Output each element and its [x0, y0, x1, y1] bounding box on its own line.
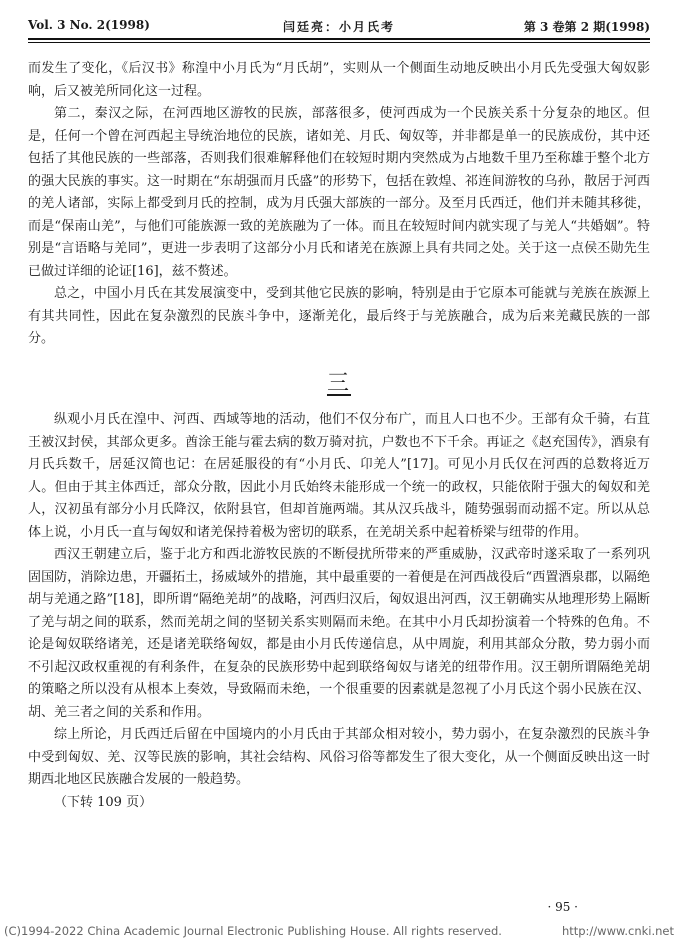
paragraph-1: 而发生了变化，《后汉书》称湟中小月氏为“月氏胡”，实则从一个侧面生动地反映出小月氏先受强大匈奴影响，后又被羌所同化这一过程。	[28, 61, 650, 99]
paragraph-3: 总之，中国小月氏在其发展演变中，受到其他它民族的影响，特别是由于它原本可能就与羌族在族源上有其共同性，因此在复杂激烈的民族斗争中，逐渐羌化，最后终于与羌族融合，成为后来羌藏民族的一部分。	[28, 286, 650, 346]
continued-note: （下转 109 页）	[54, 794, 153, 810]
article-body	[28, 58, 650, 814]
section-heading-three: 三	[326, 370, 351, 396]
running-header	[28, 14, 650, 40]
header-article-title: 闫廷亮：小月氏考	[282, 20, 395, 34]
paragraph-4: 纵观小月氏在湟中、河西、西域等地的活动，他们不仅分布广，而且人口也不少。王部有众千骑，右苴王被汉封侯，其部众更多。酋涂王能与霍去病的数万骑对抗，户数也不下千余。再证之《赵充国传》，酒泉有月氏兵数千，居延汉简也记：在居延服役的有“小月氏、卬羌人”[17]。可见小月氏仅在河西的总数将近万人。但由于其主体西迁，部众分散，因此小月氏始终未能形成一个统一的政权，只能依附于强大的匈奴和羌人，汉初虽有部分小月氏降汉，依附县官，但却首施两端。其从汉兵战斗，随势强弱而动摇不定。所以从总体上说，小月氏一直与匈奴和诸羌保持着极为密切的联系，在羌胡关系中起着桥梁与纽带的作用。	[28, 412, 650, 540]
paragraph-2: 第二，秦汉之际，在河西地区游牧的民族，部落很多，使河西成为一个民族关系十分复杂的地区。但是，任何一个曾在河西起主导统治地位的民族，诸如羌、月氏、匈奴等，并非都是单一的民族成份，其中还包括了其他民族的一些部落，否则我们很难解释他们在较短时期内突然成为占地数千里乃至称雄于整个北方的强大民族的事实。这一时期在“东胡强而月氏盛”的形势下，包括在敦煌、祁连间游牧的乌孙，散居于河西的羌人诸部，实际上都受到月氏的控制，成为月氏强大部族的一部分。及至月氏西迁，他们并未随其移徙，而是“保南山羌”，与他们可能族源一致的羌族融为了一体。而且在较短时间内就实现了与羌人“共婚姻”。特别是“言语略与羌同”，更进一步表明了这部分小月氏和诸羌在族源上具有共同之处。关于这一点侯丕勋先生已做过详细的论证[16]，兹不赘述。	[28, 106, 650, 279]
paragraph-6: 综上所论，月氏西迁后留在中国境内的小月氏由于其部众相对较小，势力弱小，在复杂激烈的民族斗争中受到匈奴、羌、汉等民族的影响，其社会结构、风俗习俗等都发生了很大变化，从一个侧面反映出这一时期西北地区民族融合发展的一般趋势。	[28, 727, 650, 787]
header-volume-en: Vol. 3 No. 2(1998)	[28, 18, 150, 32]
page-number: · 95 ·	[547, 900, 578, 914]
paragraph-5: 西汉王朝建立后，鉴于北方和西北游牧民族的不断侵扰所带来的严重威胁，汉武帝时遂采取了一系列巩固国防，消除边患，开疆拓土，扬威域外的措施，其中最重要的一着便是在河西战役后“西置酒泉郡，以隔绝胡与羌通之路”[18]，即所谓“隔绝羌胡”的战略，河西归汉后，匈奴退出河西，汉王朝确实从地理形势上隔断了羌与胡之间的联系，然而羌胡之间的坚韧关系实则隔而未绝。在其中小月氏却扮演着一个特殊的色角。不论是匈奴联络诸羌，还是诸羌联络匈奴，都是由小月氏传递信息，从中周旋，利用其部众分散，势力弱小而不引起汉政权重视的有利条件，在复杂的民族形势中起到联络匈奴与诸羌的纽带作用。汉王朝所谓隔绝羌胡的策略之所以没有从根本上奏效，导致隔而未绝，一个很重要的因素就是忽视了小月氏这个弱小民族在汉、胡、羌三者之间的关系和作用。	[28, 547, 650, 720]
footer-copyright: (C)1994-2022 China Academic Journal Electronic Publishing House. All rights reserved.	[4, 924, 502, 938]
header-volume-cn: 第 3 卷第 2 期(1998)	[523, 20, 650, 34]
footer-url[interactable]: http://www.cnki.net	[561, 924, 674, 938]
